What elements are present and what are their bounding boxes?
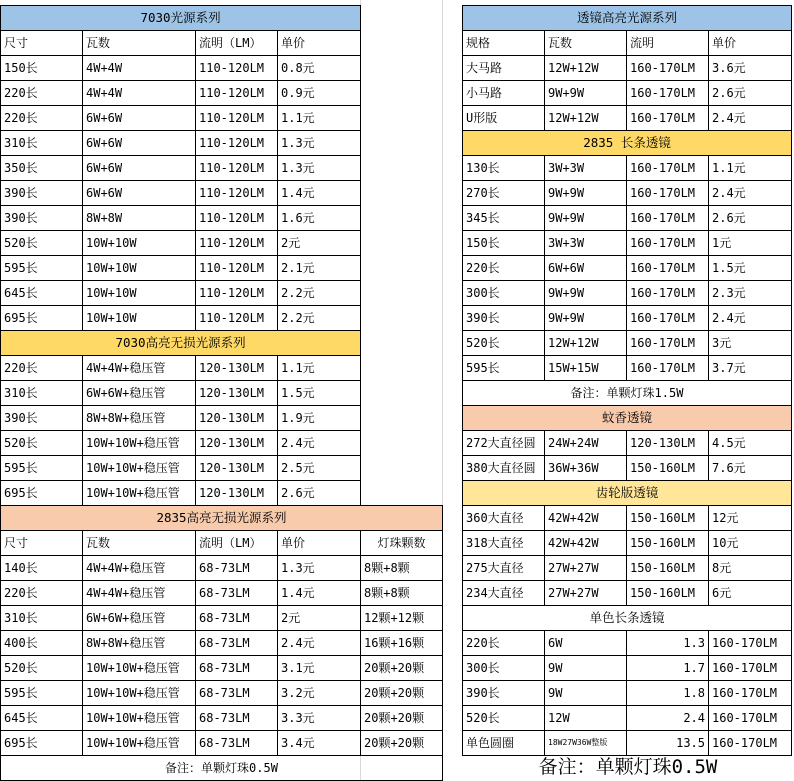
table-cell: 220长: [463, 256, 545, 281]
table-row: [463, 356, 792, 381]
table-cell: 300长: [463, 656, 545, 681]
table-row: [1, 231, 361, 256]
table-cell: 68-73LM: [196, 606, 278, 631]
table-cell: 3.6元: [709, 56, 792, 81]
header-cell: 流明（LM）: [196, 31, 278, 56]
table-cell: 1.1元: [278, 356, 361, 381]
table-cell: 160-170LM: [627, 281, 709, 306]
table-cell: 150长: [463, 231, 545, 256]
table-cell: 110-120LM: [196, 256, 278, 281]
section-title: 7030高亮无损光源系列: [1, 331, 361, 356]
table-cell: 2.6元: [278, 481, 361, 506]
header-cell: 瓦数: [83, 531, 196, 556]
table-cell: 9W+9W: [545, 81, 627, 106]
table-cell: 8元: [709, 556, 792, 581]
table-cell: 160-170LM: [627, 356, 709, 381]
table-row: [463, 81, 792, 106]
table-cell: 2.4元: [709, 181, 792, 206]
table-cell: 390长: [463, 681, 545, 706]
table-cell: 1.3元: [278, 156, 361, 181]
table-row: [463, 56, 792, 81]
header-row: [1, 531, 443, 556]
table-cell: 390长: [463, 306, 545, 331]
table-cell: 68-73LM: [196, 631, 278, 656]
table-cell: 272大直径圆: [463, 431, 545, 456]
table-cell: 150-160LM: [627, 581, 709, 606]
table-cell: 110-120LM: [196, 81, 278, 106]
table-cell: 10W+10W+稳压管: [83, 481, 196, 506]
table-cell: 13.5: [627, 731, 709, 756]
table-row: [463, 331, 792, 356]
table-cell: 1.7: [627, 656, 709, 681]
table-cell: 380大直径圆: [463, 456, 545, 481]
table-cell: 10W+10W+稳压管: [83, 431, 196, 456]
table-cell: 16颗+16颗: [361, 631, 443, 656]
table-cell: 10W+10W: [83, 281, 196, 306]
table-cell: 150-160LM: [627, 556, 709, 581]
table-row: [463, 106, 792, 131]
table-cell: 520长: [463, 331, 545, 356]
table-cell: 1.4元: [278, 581, 361, 606]
table-row: [1, 456, 361, 481]
table-cell: 4.5元: [709, 431, 792, 456]
table-cell: 大马路: [463, 56, 545, 81]
table-cell: 120-130LM: [196, 356, 278, 381]
table-row: [1, 56, 361, 81]
table-cell: 220长: [1, 356, 83, 381]
header-cell: 流明: [627, 31, 709, 56]
table-row: [463, 206, 792, 231]
table-row: [463, 656, 792, 681]
table-row: [1, 206, 361, 231]
table-cell: 1.5元: [278, 381, 361, 406]
table-row: [463, 531, 792, 556]
header-row: [463, 31, 792, 56]
table-cell: 130长: [463, 156, 545, 181]
table-cell: 0.9元: [278, 81, 361, 106]
table-cell: 110-120LM: [196, 156, 278, 181]
table-cell: 3.7元: [709, 356, 792, 381]
table-row: [463, 556, 792, 581]
table-cell: 160-170LM: [627, 206, 709, 231]
table-cell: 1.5元: [709, 256, 792, 281]
table-cell: 310长: [1, 131, 83, 156]
table-cell: 220长: [1, 106, 83, 131]
table-cell: 68-73LM: [196, 706, 278, 731]
table-cell: 1.1元: [709, 156, 792, 181]
table-cell: 15W+15W: [545, 356, 627, 381]
table-row: [463, 256, 792, 281]
big-note: 备注：单颗灯珠0.5W: [538, 756, 718, 778]
section-title: 透镜高亮光源系列: [463, 6, 792, 31]
table-row: [1, 281, 361, 306]
table-cell: 310长: [1, 381, 83, 406]
table-cell: 160-170LM: [627, 331, 709, 356]
table-cell: 3.4元: [278, 731, 361, 756]
header-cell: 瓦数: [83, 31, 196, 56]
table-cell: 8W+8W+稳压管: [83, 631, 196, 656]
table-cell: 3.1元: [278, 656, 361, 681]
table-cell: 2.4元: [278, 431, 361, 456]
table-row: [1, 481, 361, 506]
header-cell: 尺寸: [1, 531, 83, 556]
table-cell: 10W+10W: [83, 231, 196, 256]
table-cell: 520长: [463, 706, 545, 731]
table-cell: 9W+9W: [545, 281, 627, 306]
table-cell: 110-120LM: [196, 231, 278, 256]
table-cell: 4W+4W: [83, 56, 196, 81]
table-cell: 6W+6W: [83, 181, 196, 206]
table-cell: 318大直径: [463, 531, 545, 556]
table-cell: 68-73LM: [196, 656, 278, 681]
table-cell: 3.2元: [278, 681, 361, 706]
table-cell: 4W+4W+稳压管: [83, 581, 196, 606]
table-cell: 2.2元: [278, 281, 361, 306]
table-cell: 1.3: [627, 631, 709, 656]
table-cell: 150长: [1, 56, 83, 81]
table-cell: 120-130LM: [196, 456, 278, 481]
table-cell: 9W+9W: [545, 306, 627, 331]
table-cell: 42W+42W: [545, 506, 627, 531]
table-cell: 3W+3W: [545, 156, 627, 181]
table-lens: [462, 5, 792, 756]
table-row: [1, 131, 361, 156]
table-cell: 1.4元: [278, 181, 361, 206]
table-cell: 695长: [1, 731, 83, 756]
table-cell: 140长: [1, 556, 83, 581]
header-cell: 流明（LM）: [196, 531, 278, 556]
table-cell: 390长: [1, 406, 83, 431]
header-cell: 灯珠颗数: [361, 531, 443, 556]
table-cell: 595长: [1, 256, 83, 281]
table-row: [463, 731, 792, 756]
table-cell: 110-120LM: [196, 281, 278, 306]
table-cell: 120-130LM: [196, 381, 278, 406]
table-cell: 9W: [545, 681, 627, 706]
table-cell: 160-170LM: [627, 156, 709, 181]
table-cell: 68-73LM: [196, 731, 278, 756]
table-row: [463, 431, 792, 456]
table-cell: 27W+27W: [545, 581, 627, 606]
table-cell: 695长: [1, 306, 83, 331]
table-cell: 234大直径: [463, 581, 545, 606]
table-cell: 单色圆圈: [463, 731, 545, 756]
table-cell: 1.9元: [278, 406, 361, 431]
table-row: [463, 156, 792, 181]
table-cell: 645长: [1, 706, 83, 731]
table-cell: 2.1元: [278, 256, 361, 281]
table-cell: 6W+6W: [83, 131, 196, 156]
table-row: [1, 631, 443, 656]
table-2835: [0, 505, 443, 781]
table-cell: 9W: [545, 656, 627, 681]
table-cell: 2.6元: [709, 81, 792, 106]
header-cell: 瓦数: [545, 31, 627, 56]
table-cell: 270长: [463, 181, 545, 206]
table-cell: 160-170LM: [627, 306, 709, 331]
table-cell: 160-170LM: [709, 731, 792, 756]
table-row: [1, 156, 361, 181]
table-cell: 350长: [1, 156, 83, 181]
section-title: 7030光源系列: [1, 6, 361, 31]
table-row: [1, 706, 443, 731]
table-cell: 2元: [278, 231, 361, 256]
table-cell: 36W+36W: [545, 456, 627, 481]
section-title: 2835高亮无损光源系列: [1, 506, 443, 531]
table-row: [1, 356, 361, 381]
table-cell: 10W+10W: [83, 306, 196, 331]
table-cell: U形版: [463, 106, 545, 131]
table-row: [463, 681, 792, 706]
table-cell: 520长: [1, 656, 83, 681]
table-cell: 2.4元: [278, 631, 361, 656]
header-cell: 单价: [278, 31, 361, 56]
table-cell: 9W+9W: [545, 181, 627, 206]
table-cell: 2.5元: [278, 456, 361, 481]
table-cell: 345长: [463, 206, 545, 231]
table-cell: 110-120LM: [196, 131, 278, 156]
table-cell: 110-120LM: [196, 206, 278, 231]
table-cell: 10W+10W+稳压管: [83, 456, 196, 481]
table-row: [463, 581, 792, 606]
header-cell: 规格: [463, 31, 545, 56]
table-cell: 2.2元: [278, 306, 361, 331]
table-cell: 6W+6W: [83, 106, 196, 131]
table-row: [1, 656, 443, 681]
table-row: [463, 306, 792, 331]
table-cell: 20颗+20颗: [361, 656, 443, 681]
table-cell: 12颗+12颗: [361, 606, 443, 631]
table-cell: 160-170LM: [627, 81, 709, 106]
table-cell: 110-120LM: [196, 306, 278, 331]
table-row: [463, 631, 792, 656]
table-cell: 42W+42W: [545, 531, 627, 556]
table-cell: 1.6元: [278, 206, 361, 231]
table-cell: 150-160LM: [627, 456, 709, 481]
table-row: [1, 81, 361, 106]
table-cell: 160-170LM: [627, 256, 709, 281]
table-7030: [0, 5, 361, 506]
table-cell: 20颗+20颗: [361, 706, 443, 731]
table-cell: 27W+27W: [545, 556, 627, 581]
table-cell: 2.6元: [709, 206, 792, 231]
table-cell: 1.3元: [278, 131, 361, 156]
table-cell: 120-130LM: [196, 406, 278, 431]
table-cell: 7.6元: [709, 456, 792, 481]
table-cell: 2.4元: [709, 306, 792, 331]
table-cell: 10W+10W: [83, 256, 196, 281]
table-cell: 8W+8W+稳压管: [83, 406, 196, 431]
table-cell: 8W+8W: [83, 206, 196, 231]
table-cell: 6W: [545, 631, 627, 656]
header-row: [1, 31, 361, 56]
table-cell: 520长: [1, 431, 83, 456]
table-cell: 8颗+8颗: [361, 556, 443, 581]
table-cell: 2.4元: [709, 106, 792, 131]
table-cell: 595长: [1, 681, 83, 706]
table-cell: 1.8: [627, 681, 709, 706]
table-cell: 3W+3W: [545, 231, 627, 256]
section-title: 齿轮版透镜: [463, 481, 792, 506]
table-row: [1, 181, 361, 206]
table-row: [463, 506, 792, 531]
table-cell: 160-170LM: [709, 706, 792, 731]
table-cell: 3.3元: [278, 706, 361, 731]
table-cell: 160-170LM: [627, 181, 709, 206]
table-row: [1, 606, 443, 631]
table-row: [1, 681, 443, 706]
table-cell: 20颗+20颗: [361, 731, 443, 756]
table-cell: 0.8元: [278, 56, 361, 81]
table-cell: 小马路: [463, 81, 545, 106]
table-cell: 150-160LM: [627, 506, 709, 531]
header-cell: 单价: [709, 31, 792, 56]
table-cell: 10W+10W+稳压管: [83, 731, 196, 756]
table-cell: 695长: [1, 481, 83, 506]
table-row: [463, 231, 792, 256]
table-cell: 1.3元: [278, 556, 361, 581]
table-cell: 160-170LM: [709, 631, 792, 656]
table-row: [463, 281, 792, 306]
table-cell: 68-73LM: [196, 681, 278, 706]
table-row: [1, 406, 361, 431]
table-cell: 120-130LM: [627, 431, 709, 456]
table-row: [1, 306, 361, 331]
table-row: [1, 556, 443, 581]
table-cell: 12W+12W: [545, 56, 627, 81]
table-cell: 8颗+8颗: [361, 581, 443, 606]
table-cell: 220长: [1, 581, 83, 606]
table-cell: 10W+10W+稳压管: [83, 656, 196, 681]
table-cell: 645长: [1, 281, 83, 306]
table-cell: 12W+12W: [545, 331, 627, 356]
table-cell: 6元: [709, 581, 792, 606]
table-cell: 595长: [1, 456, 83, 481]
table-cell: 220长: [1, 81, 83, 106]
table-cell: 110-120LM: [196, 106, 278, 131]
table-row: [1, 731, 443, 756]
table-cell: 275大直径: [463, 556, 545, 581]
table-row: [463, 706, 792, 731]
table-row: [463, 181, 792, 206]
table-cell: 4W+4W+稳压管: [83, 356, 196, 381]
table-cell: 120-130LM: [196, 481, 278, 506]
table-row: [463, 456, 792, 481]
table-cell: 68-73LM: [196, 581, 278, 606]
table-cell: 390长: [1, 181, 83, 206]
table-cell: 6W+6W+稳压管: [83, 606, 196, 631]
table-cell: 110-120LM: [196, 181, 278, 206]
table-cell: 310长: [1, 606, 83, 631]
table-cell: 160-170LM: [627, 106, 709, 131]
table-cell: 150-160LM: [627, 531, 709, 556]
table-cell: 12元: [709, 506, 792, 531]
header-cell: 单价: [278, 531, 361, 556]
table-cell: 160-170LM: [627, 231, 709, 256]
table-cell: 160-170LM: [709, 681, 792, 706]
table-cell: 110-120LM: [196, 56, 278, 81]
note: 备注：单颗灯珠0.5W: [1, 756, 443, 781]
table-cell: 2.3元: [709, 281, 792, 306]
table-cell: 10W+10W+稳压管: [83, 706, 196, 731]
table-cell: 120-130LM: [196, 431, 278, 456]
table-cell: 1元: [709, 231, 792, 256]
table-cell: 360大直径: [463, 506, 545, 531]
table-row: [1, 381, 361, 406]
table-cell: 20颗+20颗: [361, 681, 443, 706]
table-row: [1, 431, 361, 456]
header-cell: 尺寸: [1, 31, 83, 56]
table-cell: 595长: [463, 356, 545, 381]
table-cell: 6W+6W: [545, 256, 627, 281]
table-cell: 12W: [545, 706, 627, 731]
table-cell: 400长: [1, 631, 83, 656]
table-cell: 520长: [1, 231, 83, 256]
table-cell: 24W+24W: [545, 431, 627, 456]
table-cell: 4W+4W+稳压管: [83, 556, 196, 581]
table-cell: 390长: [1, 206, 83, 231]
table-cell: 4W+4W: [83, 81, 196, 106]
table-cell: 12W+12W: [545, 106, 627, 131]
table-row: [1, 581, 443, 606]
section-title: 单色长条透镜: [463, 606, 792, 631]
table-cell: 10W+10W+稳压管: [83, 681, 196, 706]
table-cell: 160-170LM: [709, 656, 792, 681]
table-cell: 3元: [709, 331, 792, 356]
table-cell: 18W27W36W整版: [545, 731, 627, 756]
table-cell: 6W+6W: [83, 156, 196, 181]
section-title: 蚊香透镜: [463, 406, 792, 431]
table-cell: 2.4: [627, 706, 709, 731]
table-cell: 160-170LM: [627, 56, 709, 81]
table-row: [1, 256, 361, 281]
table-cell: 6W+6W+稳压管: [83, 381, 196, 406]
table-cell: 9W+9W: [545, 206, 627, 231]
table-cell: 1.1元: [278, 106, 361, 131]
section-title: 2835 长条透镜: [463, 131, 792, 156]
table-cell: 10元: [709, 531, 792, 556]
table-cell: 300长: [463, 281, 545, 306]
table-cell: 220长: [463, 631, 545, 656]
table-row: [1, 106, 361, 131]
note: 备注：单颗灯珠1.5W: [463, 381, 792, 406]
table-cell: 2元: [278, 606, 361, 631]
table-cell: 68-73LM: [196, 556, 278, 581]
